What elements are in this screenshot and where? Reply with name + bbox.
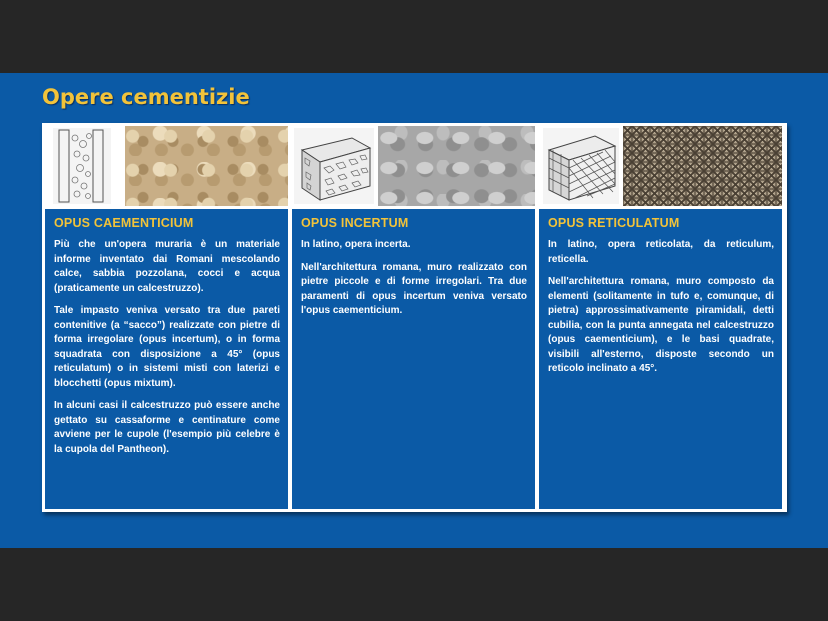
incertum-block-sketch [294,128,374,204]
slide-title: Opere cementizie [42,85,250,109]
wall-section-sketch [53,128,111,204]
slide [0,73,828,548]
column-heading: OPUS INCERTUM [301,216,409,230]
incertum-textbox [292,209,535,509]
paragraph: In latino, opera reticolata, da reticulum, reticella. [548,239,774,265]
illustration-row [292,126,535,206]
incertum-photo [378,126,535,206]
column-heading: OPUS RETICULATUM [548,216,680,230]
column-opus-incertum [292,126,535,509]
reticulatum-photo [623,126,782,206]
illustration-row [45,126,288,206]
paragraph: In latino, opera incerta. [301,239,411,250]
column-opus-caementicium [45,126,288,509]
reticulatum-textbox [539,209,782,509]
caementicium-photo [125,126,288,206]
caementicium-textbox [45,209,288,509]
paragraph: Nell'architettura romana, muro composto da elementi (solitamente in tufo e, comunque, di pietra) approssimativamente piramidali, detti cubilia, con la punta annegata nel calcestruzzo (opus caementicium), e le basi quadrate, visibili all'esterno, disposte secondo un reticolo inclinato a 45°. [548,276,774,374]
paragraph: Nell'architettura romana, muro realizzato con pietre piccole e di forme irregolari. Tra due paramenti di opus incertum veniva versato l'opus caementicium. [301,261,527,316]
reticulatum-block-sketch [543,128,619,204]
paragraph: Più che un'opera muraria è un materiale informe inventato dai Romani mescolando calce, sabbia pozzolana, cocci e acqua (praticamente un calcestruzzo). [54,239,280,294]
illustration-row [539,126,782,206]
paragraph: Tale impasto veniva versato tra due pareti contenitive (a “sacco”) realizzate con pietre di forma irregolare (opus incertum), o in forma squadrata con disposizione a 45° (opus reticulatum) o in sistemi misti con laterizi e blocchetti (opus mixtum). [54,305,280,389]
content-panel [42,123,787,512]
column-opus-reticulatum [539,126,782,509]
column-heading: OPUS CAEMENTICIUM [54,216,194,230]
paragraph: In alcuni casi il calcestruzzo può essere anche gettato su cassaforme e centinature come avviene per le cupole (l'esempio più celebre è la cupola del Pantheon). [54,400,280,455]
